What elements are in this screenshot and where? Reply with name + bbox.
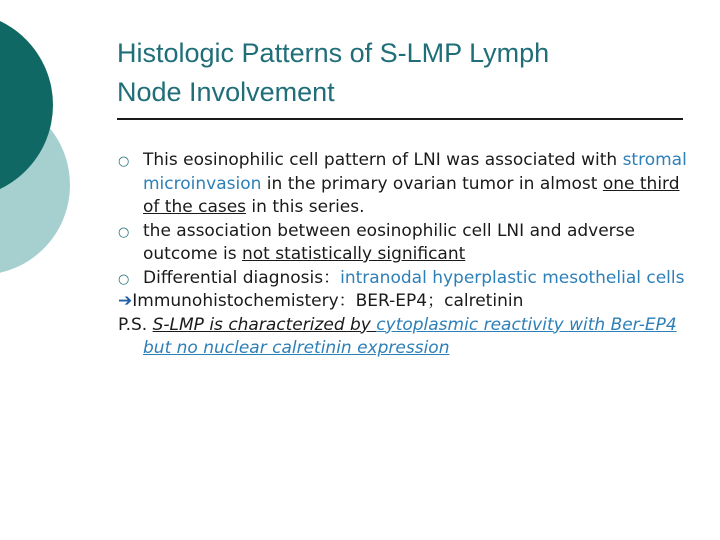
title-line-2: Node Involvement — [117, 77, 335, 107]
bullet-item-association: ○ the association between eosinophilic cell LNI and adverse outcome is not statistically significant — [118, 220, 635, 264]
slide-body — [118, 149, 698, 361]
arrow-right-icon: ➔ — [118, 291, 133, 311]
bullet-circle-icon: ○ — [118, 154, 130, 169]
bullet-item-differential-diagnosis: ○ Differential diagnosis：intranodal hyperplastic mesothelial cells — [118, 267, 698, 291]
slide-title — [117, 34, 677, 112]
postscript-line: P.S. S-LMP is characterized by cytoplasmic reactivity with Ber-EP4 but no nuclear calretinin expression — [118, 314, 677, 358]
title-line-1: Histologic Patterns of S-LMP Lymph — [117, 38, 550, 68]
immunohistochemistry-line: ➔Immunohistochemistery：BER-EP4；calretinin — [118, 291, 524, 311]
bullet-circle-icon: ○ — [118, 224, 130, 240]
bullet-circle-icon: ○ — [118, 271, 130, 287]
title-divider — [117, 118, 683, 120]
bullet-item-eosinophilic-pattern: ○ This eosinophilic cell pattern of LNI was associated with stromal microinvasion in the primary ovarian tumor in almost one third of the cases in this series. — [118, 150, 687, 217]
decorative-circles — [0, 0, 110, 300]
